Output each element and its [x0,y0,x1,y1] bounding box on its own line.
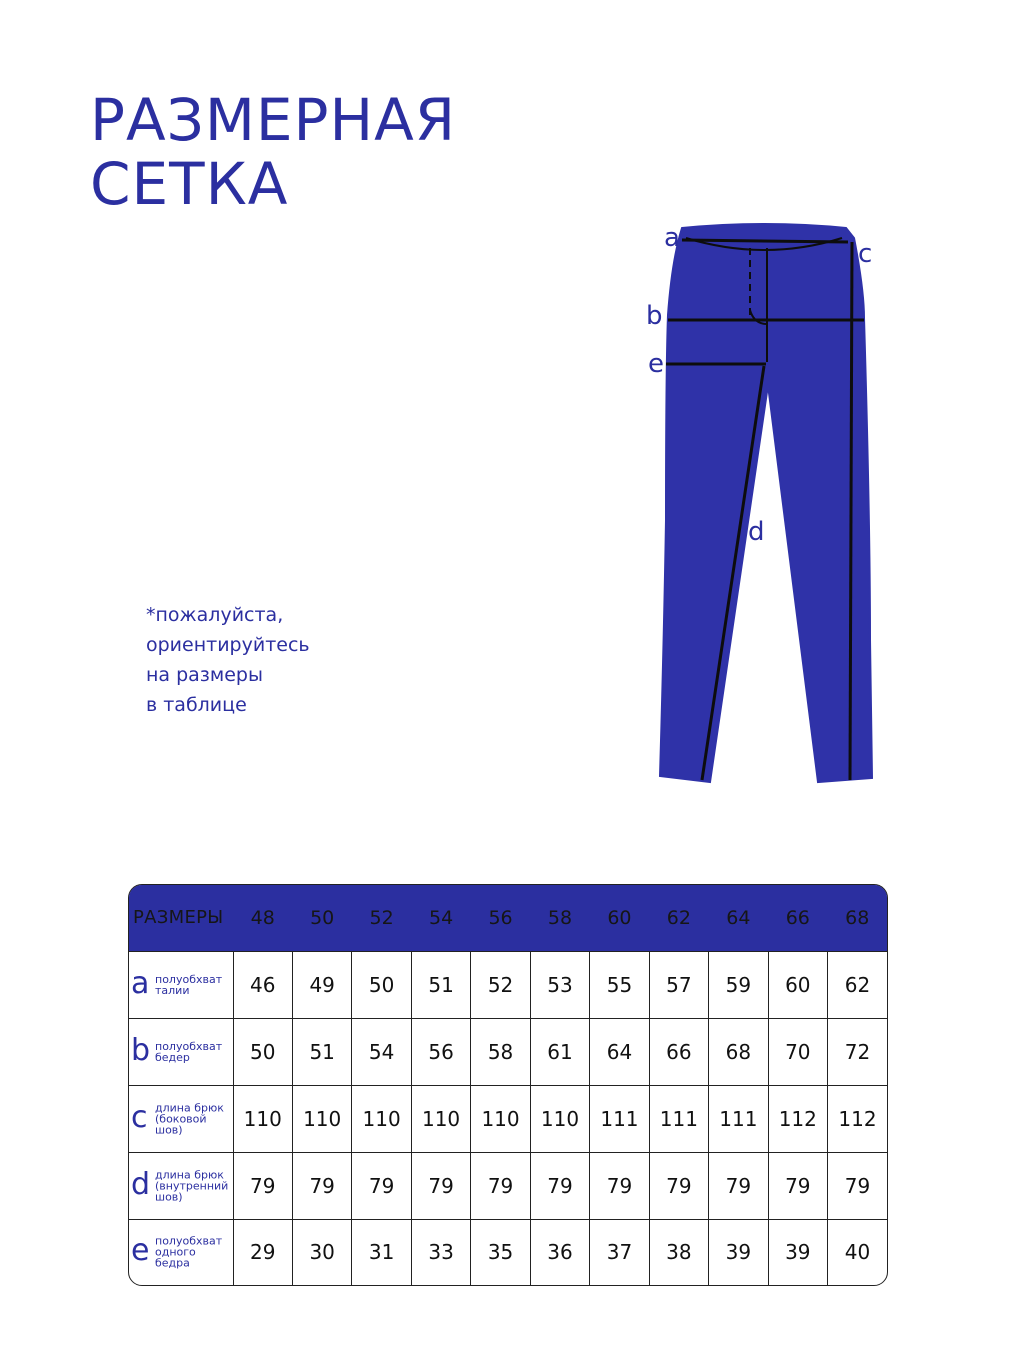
param-description: полуобхват одного бедра [155,1234,223,1270]
table-cell: 66 [649,1018,708,1085]
param-description: полуобхват талии [155,972,223,997]
table-cell: 110 [411,1085,470,1152]
table-cell: 79 [292,1152,351,1219]
table-row [129,1219,887,1285]
size-header: 66 [768,885,827,951]
param-description: полуобхват бедер [155,1039,223,1064]
table-header-row [129,885,887,951]
table-cell: 38 [649,1219,708,1285]
table-cell: 110 [471,1085,530,1152]
table-cell: 53 [530,951,589,1018]
table-cell: 54 [352,1018,411,1085]
param-description: длина брюк (внутренний шов) [155,1168,229,1204]
table-cell: 37 [590,1219,649,1285]
table-cell: 79 [590,1152,649,1219]
table-cell: 79 [352,1152,411,1219]
table-cell: 31 [352,1219,411,1285]
table-cell: 51 [411,951,470,1018]
table-cell: 61 [530,1018,589,1085]
table-cell: 111 [649,1085,708,1152]
table-cell: 112 [768,1085,827,1152]
table-cell: 79 [530,1152,589,1219]
size-grid [129,885,887,1285]
pants-diagram [630,220,890,800]
size-header: 48 [233,885,292,951]
table-cell: 57 [649,951,708,1018]
table-cell: 64 [590,1018,649,1085]
size-header: 54 [411,885,470,951]
table-cell: 110 [292,1085,351,1152]
table-row [129,1085,887,1152]
param-cell-c [129,1085,233,1152]
table-cell: 35 [471,1219,530,1285]
param-letter: a [131,965,150,1001]
label-c: c [858,239,873,269]
table-cell: 59 [709,951,768,1018]
table-cell: 36 [530,1219,589,1285]
param-description: длина брюк (боковой шов) [155,1101,224,1137]
table-cell: 49 [292,951,351,1018]
size-header: 60 [590,885,649,951]
table-cell: 39 [709,1219,768,1285]
table-cell: 72 [828,1018,887,1085]
table-cell: 79 [768,1152,827,1219]
size-header: 50 [292,885,351,951]
size-header: 52 [352,885,411,951]
table-cell: 110 [530,1085,589,1152]
table-cell: 39 [768,1219,827,1285]
param-letter: d [131,1166,151,1202]
label-b: b [646,301,663,331]
table-cell: 50 [233,1018,292,1085]
table-cell: 68 [709,1018,768,1085]
table-cell: 79 [411,1152,470,1219]
header-label: РАЗМЕРЫ [129,885,233,951]
table-cell: 33 [411,1219,470,1285]
table-cell: 46 [233,951,292,1018]
note-line-2: ориентируйтесь [146,634,310,656]
page-title [90,88,456,216]
table-cell: 29 [233,1219,292,1285]
note-line-3: на размеры [146,664,263,686]
size-header: 58 [530,885,589,951]
table-cell: 70 [768,1018,827,1085]
label-d: d [748,517,765,547]
table-cell: 50 [352,951,411,1018]
table-row [129,1018,887,1085]
table-cell: 110 [233,1085,292,1152]
param-letter: e [131,1233,150,1269]
table-cell: 62 [828,951,887,1018]
table-cell: 111 [709,1085,768,1152]
size-header: 64 [709,885,768,951]
note-line-4: в таблице [146,694,247,716]
table-cell: 55 [590,951,649,1018]
table-cell: 56 [411,1018,470,1085]
param-letter: c [131,1099,148,1135]
title-line-2: СЕТКА [90,150,289,218]
table-cell: 110 [352,1085,411,1152]
table-cell: 51 [292,1018,351,1085]
table-cell: 79 [709,1152,768,1219]
table-row [129,1152,887,1219]
param-cell-b [129,1018,233,1085]
measure-line-c [850,242,852,780]
param-cell-d [129,1152,233,1219]
table-cell: 79 [649,1152,708,1219]
size-table [128,884,888,1286]
table-cell: 111 [590,1085,649,1152]
param-cell-a [129,951,233,1018]
title-line-1: РАЗМЕРНАЯ [90,86,457,154]
table-cell: 79 [233,1152,292,1219]
size-header: 56 [471,885,530,951]
label-a: a [664,223,680,253]
table-cell: 60 [768,951,827,1018]
note-line-1: *пожалуйста, [146,604,284,626]
table-cell: 112 [828,1085,887,1152]
label-e: e [648,349,664,379]
table-row [129,951,887,1018]
table-cell: 30 [292,1219,351,1285]
table-cell: 58 [471,1018,530,1085]
param-cell-e [129,1219,233,1285]
size-note [146,600,310,720]
table-cell: 52 [471,951,530,1018]
param-letter: b [131,1032,151,1068]
measure-line-a [682,240,848,242]
size-header: 68 [828,885,887,951]
table-cell: 79 [471,1152,530,1219]
size-header: 62 [649,885,708,951]
table-cell: 40 [828,1219,887,1285]
table-cell: 79 [828,1152,887,1219]
